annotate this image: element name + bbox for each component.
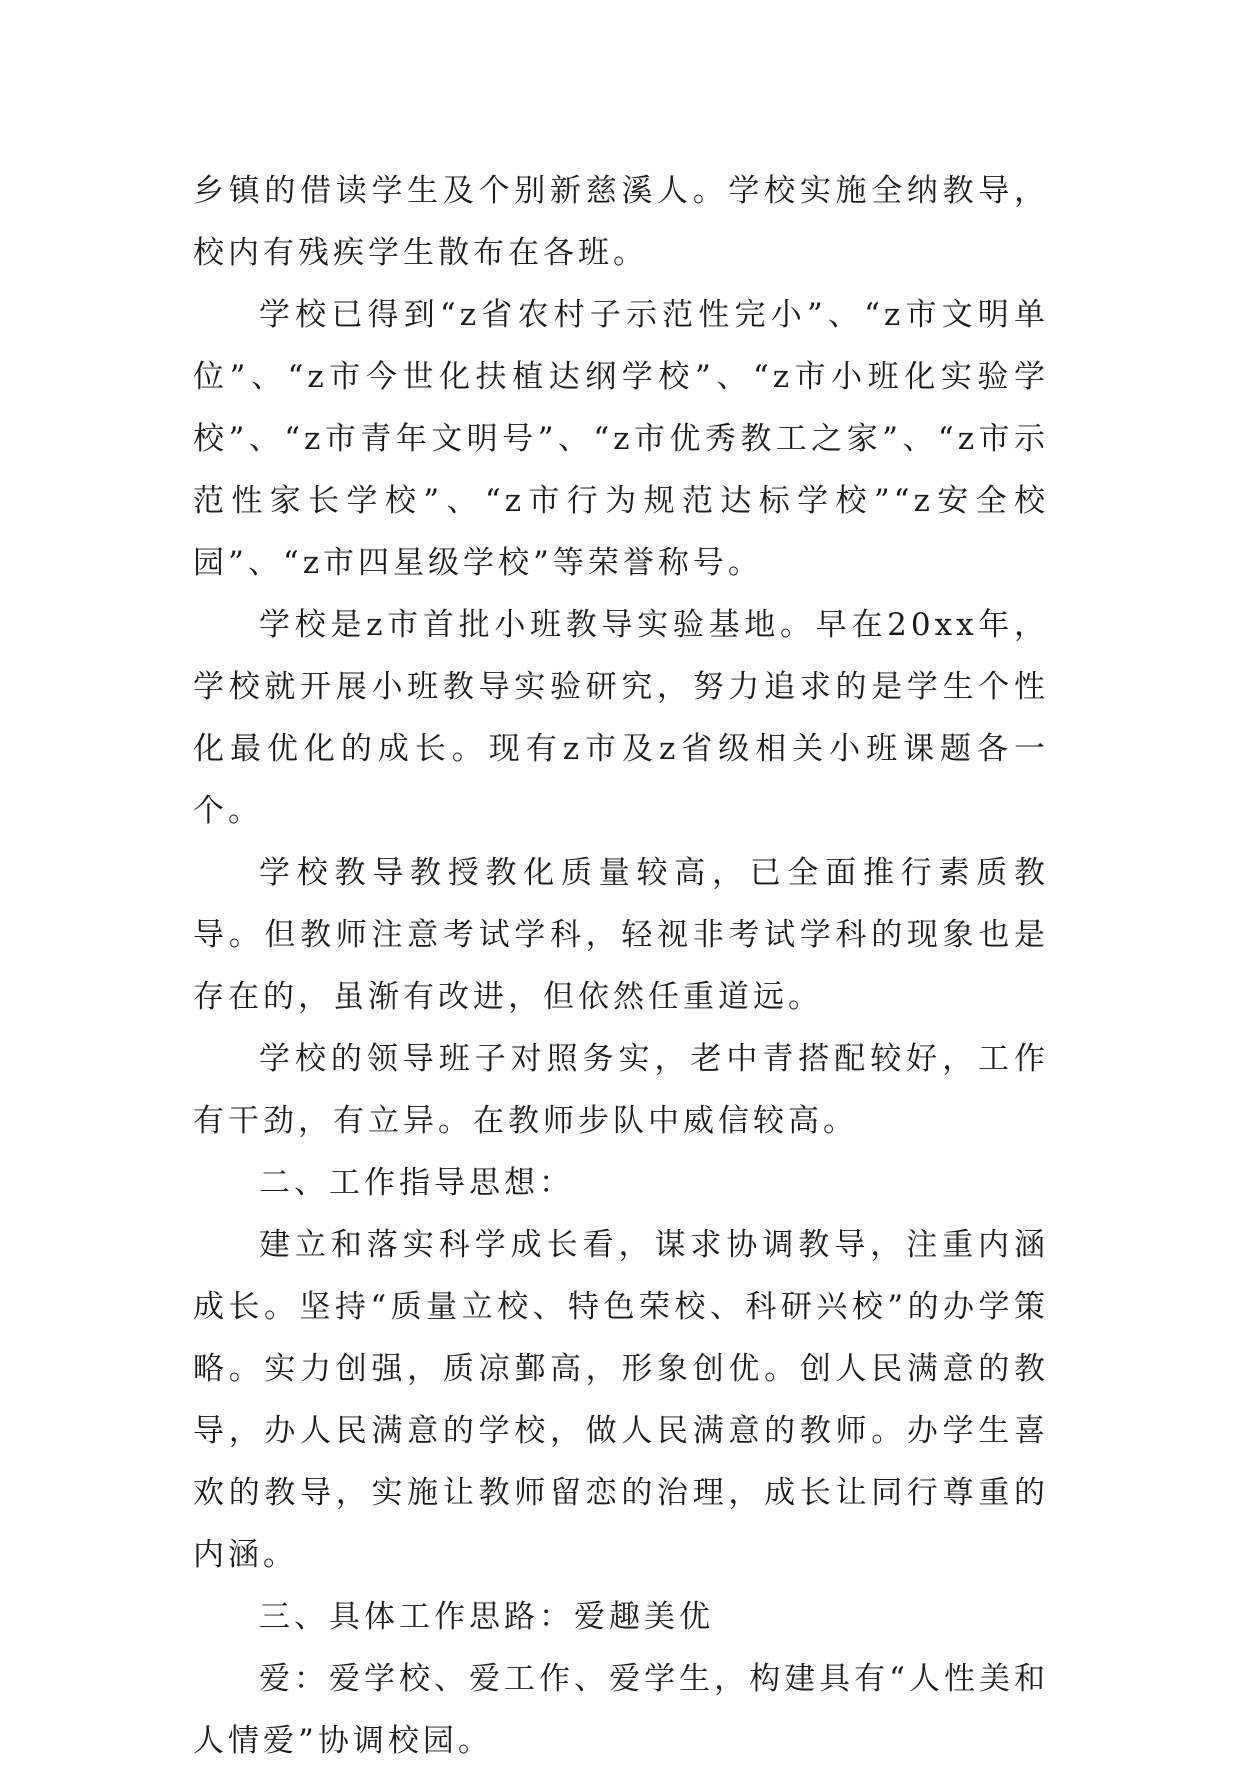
document-body bbox=[193, 160, 1049, 1772]
section-heading-guiding-thought: 二、工作指导思想： bbox=[259, 1165, 574, 1201]
paragraph-intro-continuation: 乡镇的借读学生及个别新慈溪人。学校实施全纳教导，校内有残疾学生散布在各班。 bbox=[193, 173, 1049, 271]
paragraph-honors: 学校已得到“z省农村子示范性完小”、“z市文明单位”、“z市今世化扶植达纲学校”、“z市小班化实验学校”、“z市青年文明号”、“z市优秀教工之家”、“z市示范性家长学校”、“z市行为规范达标学校”“z安全校园”、“z市四星级学校”等荣誉称号。 bbox=[193, 297, 1049, 581]
paragraph-teaching-quality: 学校教导教授教化质量较高，已全面推行素质教导。但教师注意考试学科，轻视非考试学科的现象也是存在的，虽渐有改进，但依然任重道远。 bbox=[193, 855, 1049, 1015]
paragraph-small-class-base: 学校是z市首批小班教导实验基地。早在20xx年，学校就开展小班教导实验研究，努力追求的是学生个性化最优化的成长。现有z市及z省级相关小班课题各一个。 bbox=[193, 607, 1049, 829]
section-heading-work-ideas: 三、具体工作思路：爱趣美优 bbox=[259, 1599, 714, 1635]
paragraph-guiding-thought: 建立和落实科学成长看，谋求协调教导，注重内涵成长。坚持“质量立校、特色荣校、科研兴校”的办学策略。实力创强，质凉鄞高，形象创优。创人民满意的教导，办人民满意的学校，做人民满意的教师。办学生喜欢的教导，实施让教师留恋的治理，成长让同行尊重的内涵。 bbox=[193, 1227, 1049, 1573]
paragraph-love: 爱：爱学校、爱工作、爱学生，构建具有“人性美和人情爱”协调校园。 bbox=[193, 1661, 1049, 1759]
paragraph-leadership: 学校的领导班子对照务实，老中青搭配较好，工作有干劲，有立异。在教师步队中威信较高。 bbox=[193, 1041, 1049, 1139]
